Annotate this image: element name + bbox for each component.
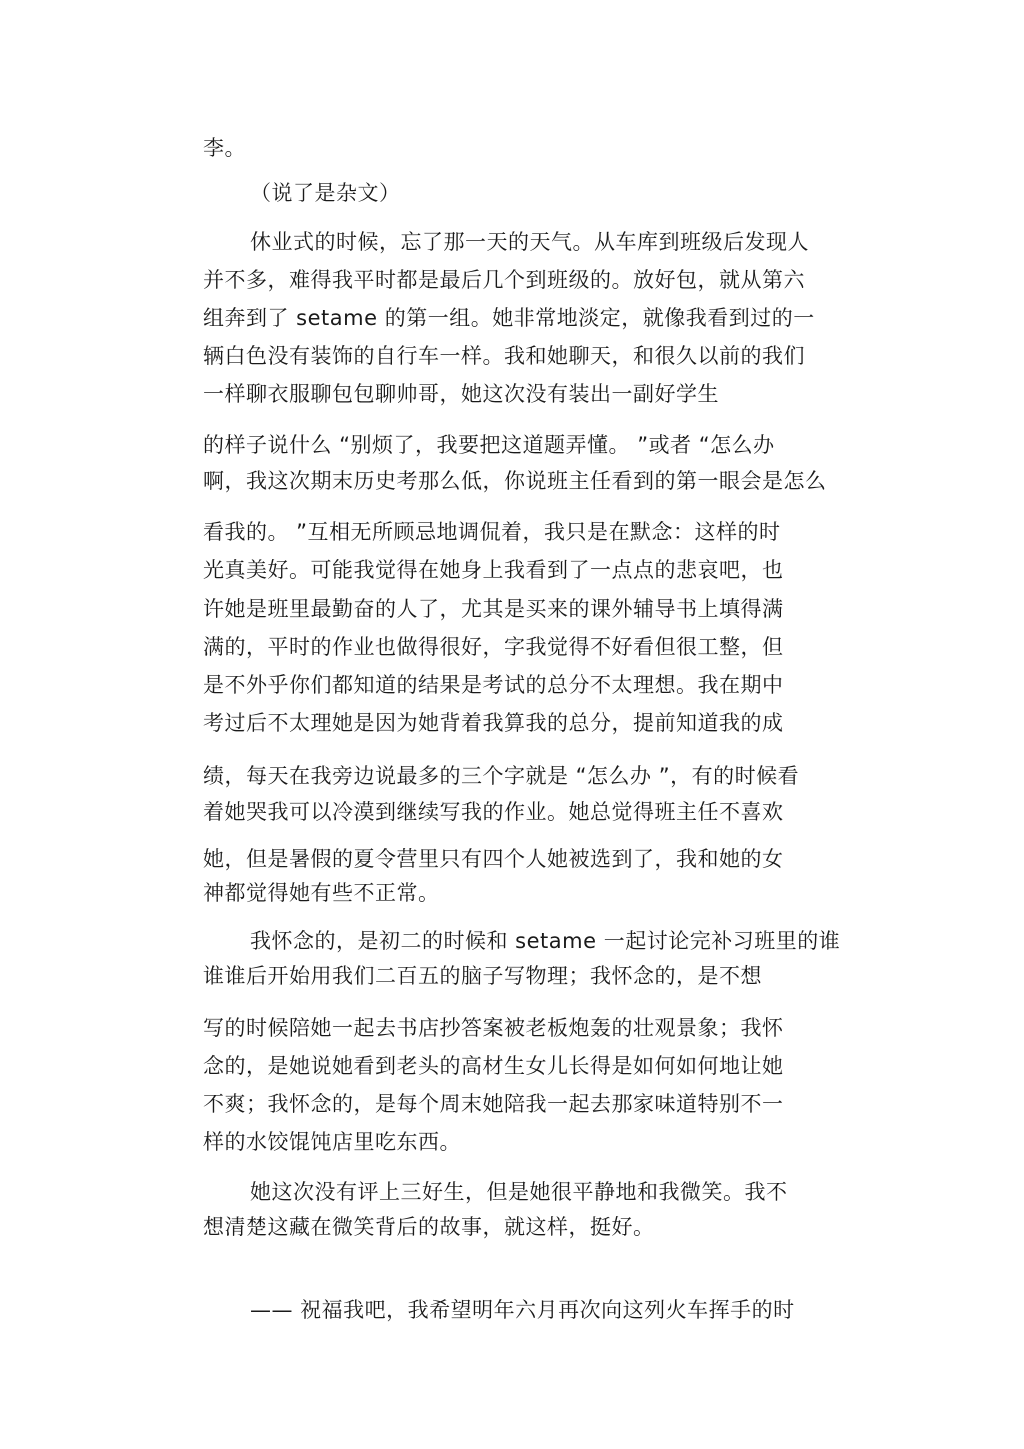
text-line: 啊，我这次期末历史考那么低，你说班主任看到的第一眼会是怎么 — [203, 469, 827, 493]
text-line: 许她是班里最勤奋的人了，尤其是买来的课外辅导书上填得满 — [203, 597, 784, 621]
text-line: 的样子说什么 “别烦了，我要把这道题弄懂。 ”或者 “怎么办 — [203, 433, 775, 457]
text-line: 一样聊衣服聊包包聊帅哥，她这次没有装出一副好学生 — [203, 382, 719, 406]
text-line: 写的时候陪她一起去书店抄答案被老板炮轰的壮观景象；我怀 — [203, 1016, 784, 1040]
text-line: 她，但是暑假的夏令营里只有四个人她被选到了，我和她的女 — [203, 847, 784, 871]
text-line: 念的，是她说她看到老头的高材生女儿长得是如何如何地让她 — [203, 1054, 784, 1078]
text-line: 组奔到了 setame 的第一组。她非常地淡定，就像我看到过的一 — [203, 306, 815, 330]
text-line: 李。 — [203, 136, 246, 160]
text-line: 是不外乎你们都知道的结果是考试的总分不太理想。我在期中 — [203, 673, 784, 697]
text-line: （说了是杂文） — [250, 181, 401, 205]
text-line: 想清楚这藏在微笑背后的故事，就这样，挺好。 — [203, 1215, 655, 1239]
text-line: 绩，每天在我旁边说最多的三个字就是 “怎么办 ”，有的时候看 — [203, 764, 800, 788]
text-line: 满的，平时的作业也做得很好，字我觉得不好看但很工整，但 — [203, 635, 784, 659]
text-line: 看我的。 ”互相无所顾忌地调侃着，我只是在默念：这样的时 — [203, 520, 781, 544]
text-line: 并不多，难得我平时都是最后几个到班级的。放好包，就从第六 — [203, 268, 805, 292]
text-line: 考过后不太理她是因为她背着我算我的总分，提前知道我的成 — [203, 711, 784, 735]
text-line: 着她哭我可以冷漠到继续写我的作业。她总觉得班主任不喜欢 — [203, 800, 784, 824]
text-line: 样的水饺馄饨店里吃东西。 — [203, 1130, 461, 1154]
text-line: 不爽；我怀念的，是每个周末她陪我一起去那家味道特别不一 — [203, 1092, 784, 1116]
text-line: 我怀念的，是初二的时候和 setame 一起讨论完补习班里的谁 — [250, 929, 841, 953]
text-line: 神都觉得她有些不正常。 — [203, 881, 440, 905]
text-line: 谁谁后开始用我们二百五的脑子写物理；我怀念的，是不想 — [203, 964, 762, 988]
text-line: 她这次没有评上三好生，但是她很平静地和我微笑。我不 — [250, 1180, 788, 1204]
text-line: 辆白色没有装饰的自行车一样。我和她聊天，和很久以前的我们 — [203, 344, 805, 368]
text-line: 休业式的时候，忘了那一天的天气。从车库到班级后发现人 — [250, 230, 809, 254]
text-line: —— 祝福我吧，我希望明年六月再次向这列火车挥手的时 — [250, 1298, 795, 1322]
text-line: 光真美好。可能我觉得在她身上我看到了一点点的悲哀吧，也 — [203, 558, 784, 582]
